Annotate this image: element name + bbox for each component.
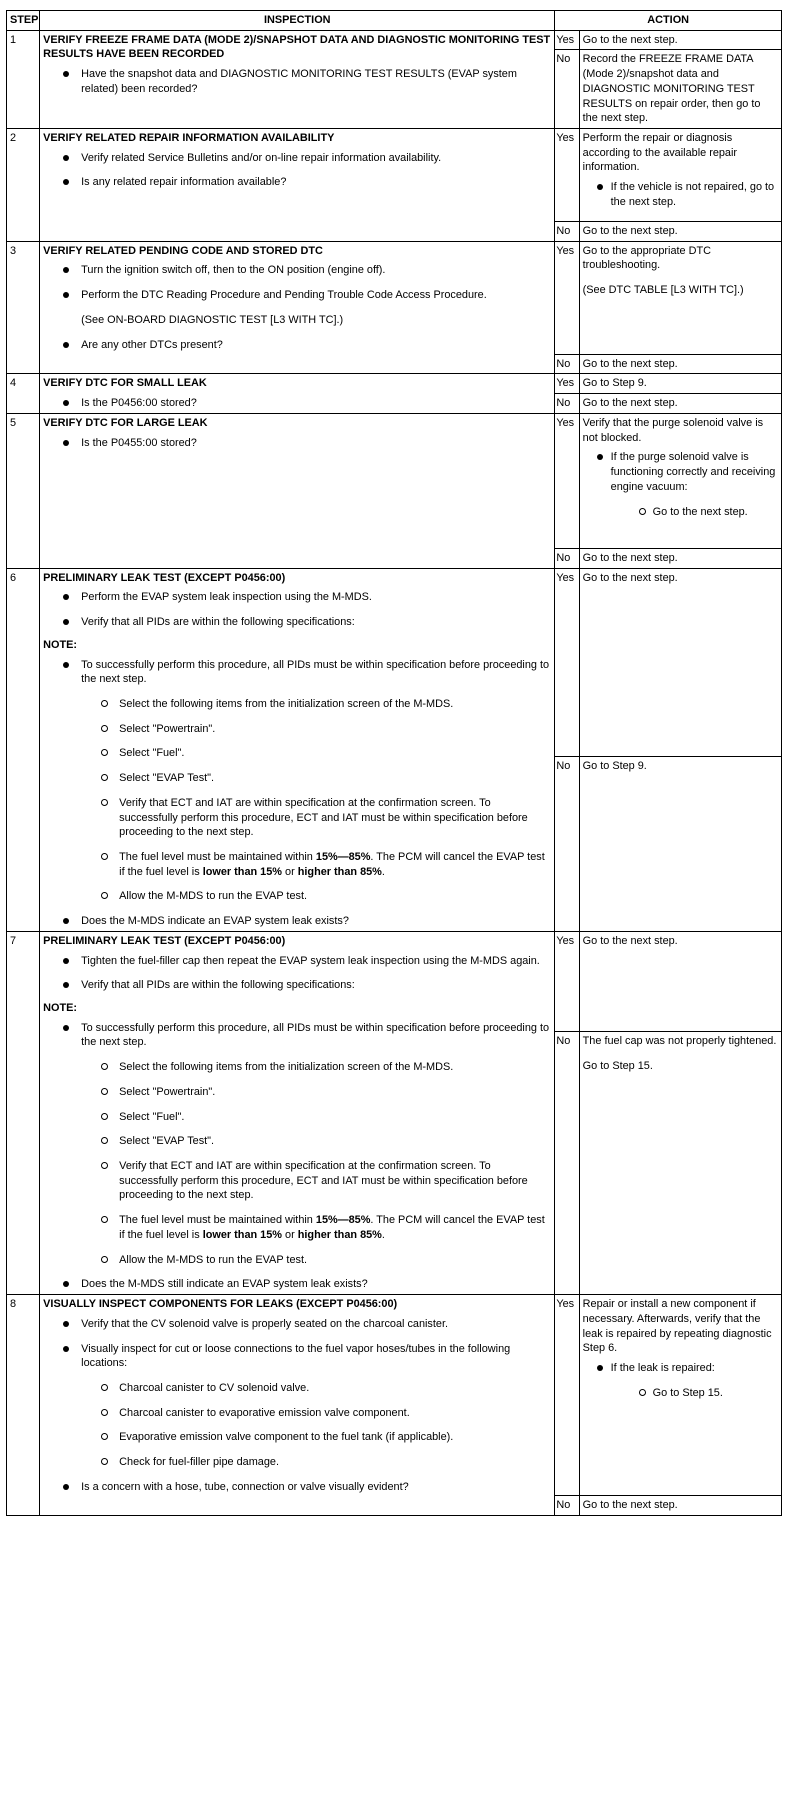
- sub-bullet: Select the following items from the initialization screen of the M-MDS.: [81, 1060, 551, 1075]
- step-inspection: [40, 30, 555, 128]
- sub-bullet: Verify that ECT and IAT are within specification at the confirmation screen. To successfully perform this procedure, ECT and IAT must be within specification before proceeding to the next step.: [81, 796, 551, 840]
- see-reference: (See DTC TABLE [L3 WITH TC].): [582, 284, 744, 297]
- sub-bullet: Charcoal canister to evaporative emission valve component.: [81, 1406, 551, 1421]
- action-bullet: [583, 450, 778, 519]
- no-label: No: [555, 1031, 579, 1294]
- yes-label: Yes: [555, 413, 579, 548]
- step-inspection: [40, 568, 555, 931]
- inspection-bullet: Verify that the CV solenoid valve is properly seated on the charcoal canister.: [43, 1317, 551, 1332]
- inspection-bullet: Is the P0455:00 stored?: [43, 436, 551, 451]
- bullet-text: If the purge solenoid valve is functioning correctly and receiving engine vacuum:: [610, 451, 776, 493]
- inspection-bullet: Is the P0456:00 stored?: [43, 396, 551, 411]
- text: or: [282, 865, 298, 878]
- fuel-level-bullet: [81, 850, 551, 879]
- no-label: No: [555, 354, 579, 374]
- bullet-text: If the leak is repaired:: [610, 1361, 715, 1374]
- inspection-bullet: Does the M-MDS indicate an EVAP system leak exists?: [43, 914, 551, 929]
- sub-bullet: Select the following items from the initialization screen of the M-MDS.: [81, 697, 551, 712]
- fuel-high: higher than 85%: [297, 865, 382, 878]
- sub-bullet: Select "Fuel".: [81, 1110, 551, 1125]
- step-inspection: [40, 413, 555, 568]
- sub-bullet: Allow the M-MDS to run the EVAP test.: [81, 1253, 551, 1268]
- step-number: 2: [7, 129, 40, 242]
- sub-bullet: Evaporative emission valve component to the fuel tank (if applicable).: [81, 1430, 551, 1445]
- sub-bullet: Select "EVAP Test".: [81, 771, 551, 786]
- no-action: Go to the next step.: [579, 394, 781, 414]
- step-number: 3: [7, 241, 40, 374]
- step-1-yes-row: [7, 30, 782, 50]
- inspection-bullet: Have the snapshot data and DIAGNOSTIC MONITORING TEST RESULTS (EVAP system related) been recorded?: [43, 67, 551, 96]
- step-number: 7: [7, 931, 40, 1294]
- yes-action: Go to the next step.: [579, 30, 781, 50]
- yes-action: [579, 129, 781, 222]
- bullet-text: To successfully perform this procedure, all PIDs must be within specification before proceeding to the next step.: [81, 658, 550, 686]
- inspection-bullet: Tighten the fuel-filler cap then repeat the EVAP system leak inspection using the M-MDS again.: [43, 954, 551, 969]
- step-number: 1: [7, 30, 40, 128]
- text: . The PCM will cancel the EVAP test if the fuel level is: [119, 1214, 545, 1241]
- step-title: PRELIMINARY LEAK TEST (EXCEPT P0456:00): [43, 934, 286, 947]
- step-6-yes-row: [7, 568, 782, 756]
- step-number: 5: [7, 413, 40, 568]
- text: The fuel level must be maintained within: [119, 850, 316, 863]
- step-number: 8: [7, 1295, 40, 1516]
- note-bullet: [43, 1021, 551, 1268]
- inspection-bullet: Verify related Service Bulletins and/or on-line repair information availability.: [43, 151, 551, 166]
- sub-bullet: Verify that ECT and IAT are within specification at the confirmation screen. To successfully perform this procedure, ECT and IAT must be within specification before proceeding to the next step.: [81, 1159, 551, 1203]
- inspection-bullet: Does the M-MDS still indicate an EVAP system leak exists?: [43, 1277, 551, 1292]
- no-action: Go to the next step.: [579, 1496, 781, 1516]
- inspection-bullet: Verify that all PIDs are within the following specifications:: [43, 615, 551, 630]
- step-3-yes-row: [7, 241, 782, 354]
- header-action: ACTION: [555, 11, 782, 31]
- action-text: Go to the appropriate DTC troubleshooting.: [582, 244, 711, 272]
- step-7-yes-row: [7, 931, 782, 1031]
- bullet-text: To successfully perform this procedure, all PIDs must be within specification before proceeding to the next step.: [81, 1021, 550, 1049]
- inspection-bullet: Is a concern with a hose, tube, connection or valve visually evident?: [43, 1480, 551, 1495]
- inspection-bullet: [43, 1342, 551, 1470]
- text: . The PCM will cancel the EVAP test if the fuel level is: [119, 850, 545, 878]
- yes-action: [579, 413, 781, 548]
- header-inspection: INSPECTION: [40, 11, 555, 31]
- fuel-range: 15%—85%: [315, 1214, 371, 1227]
- yes-action: Go to the next step.: [579, 568, 781, 756]
- yes-label: Yes: [555, 241, 579, 354]
- no-label: No: [555, 394, 579, 414]
- inspection-bullet: Is any related repair information available?: [43, 175, 551, 190]
- step-inspection: [40, 1295, 555, 1516]
- yes-label: Yes: [555, 30, 579, 50]
- sub-bullet: Charcoal canister to CV solenoid valve.: [81, 1381, 551, 1396]
- step-2-yes-row: [7, 129, 782, 222]
- step-title: VERIFY DTC FOR SMALL LEAK: [43, 377, 207, 390]
- yes-label: Yes: [555, 931, 579, 1031]
- step-4-yes-row: [7, 374, 782, 394]
- sub-bullet: Allow the M-MDS to run the EVAP test.: [81, 889, 551, 904]
- note-label: NOTE:: [43, 638, 78, 651]
- bullet-text: Perform the DTC Reading Procedure and Pending Trouble Code Access Procedure.: [81, 289, 487, 302]
- bullet-text: Visually inspect for cut or loose connections to the fuel vapor hoses/tubes in the following locations:: [81, 1342, 511, 1370]
- fuel-high: higher than 85%: [297, 1228, 382, 1241]
- fuel-range: 15%—85%: [315, 850, 371, 863]
- step-title: VERIFY FREEZE FRAME DATA (MODE 2)/SNAPSHOT DATA AND DIAGNOSTIC MONITORING TEST RESULTS HAVE BEEN RECORDED: [43, 33, 551, 61]
- text: .: [381, 1228, 385, 1241]
- header-step: STEP: [7, 11, 40, 31]
- no-label: No: [555, 756, 579, 931]
- action-text: Perform the repair or diagnosis according to the available repair information.: [582, 132, 738, 174]
- no-action: Record the FREEZE FRAME DATA (Mode 2)/snapshot data and DIAGNOSTIC MONITORING TEST RESULTS on repair order, then go to the next step.: [579, 50, 781, 129]
- inspection-bullet: Verify that all PIDs are within the following specifications:: [43, 978, 551, 993]
- step-title: VISUALLY INSPECT COMPONENTS FOR LEAKS (EXCEPT P0456:00): [43, 1298, 398, 1311]
- text: or: [282, 1228, 298, 1241]
- step-title: VERIFY DTC FOR LARGE LEAK: [43, 416, 208, 429]
- action-text: Repair or install a new component if necessary. Afterwards, verify that the leak is repaired by repeating diagnostic Step 6.: [582, 1298, 772, 1355]
- note-label: NOTE:: [43, 1002, 78, 1014]
- step-5-yes-row: [7, 413, 782, 548]
- action-sub-bullet: Go to the next step.: [611, 505, 778, 520]
- yes-action: Go to Step 9.: [579, 374, 781, 394]
- yes-label: Yes: [555, 568, 579, 756]
- action-text: The fuel cap was not properly tightened.: [582, 1034, 777, 1047]
- no-action: Go to the next step.: [579, 548, 781, 568]
- sub-bullet: Select "Fuel".: [81, 746, 551, 761]
- yes-action: [579, 241, 781, 354]
- sub-bullet: Select "EVAP Test".: [81, 1134, 551, 1149]
- see-reference: (See ON-BOARD DIAGNOSTIC TEST [L3 WITH TC].): [81, 313, 344, 326]
- fuel-level-bullet: [81, 1213, 551, 1242]
- no-label: No: [555, 1496, 579, 1516]
- yes-action: [579, 1295, 781, 1496]
- inspection-bullet: [43, 288, 551, 327]
- yes-label: Yes: [555, 129, 579, 222]
- no-action: Go to the next step.: [579, 354, 781, 374]
- action-text: Verify that the purge solenoid valve is not blocked.: [582, 416, 764, 444]
- diagnostic-table: [6, 10, 782, 1516]
- step-inspection: [40, 129, 555, 242]
- step-title: VERIFY RELATED REPAIR INFORMATION AVAILABILITY: [43, 132, 335, 145]
- no-action: Go to the next step.: [579, 222, 781, 242]
- step-inspection: [40, 241, 555, 374]
- action-sub-bullet: Go to Step 15.: [611, 1386, 778, 1401]
- sub-bullet: Select "Powertrain".: [81, 722, 551, 737]
- step-title: PRELIMINARY LEAK TEST (EXCEPT P0456:00): [43, 571, 286, 584]
- inspection-bullet: Perform the EVAP system leak inspection using the M-MDS.: [43, 590, 551, 605]
- step-number: 4: [7, 374, 40, 413]
- action-bullet: [583, 1361, 778, 1400]
- no-label: No: [555, 222, 579, 242]
- step-8-yes-row: [7, 1295, 782, 1496]
- inspection-bullet: Are any other DTCs present?: [43, 338, 551, 353]
- yes-label: Yes: [555, 374, 579, 394]
- inspection-bullet: Turn the ignition switch off, then to the ON position (engine off).: [43, 263, 551, 278]
- text: The fuel level must be maintained within: [119, 1214, 316, 1227]
- sub-bullet: Check for fuel-filler pipe damage.: [81, 1455, 551, 1470]
- no-action: [579, 1031, 781, 1294]
- yes-action: Go to the next step.: [579, 931, 781, 1031]
- step-number: 6: [7, 568, 40, 931]
- note-bullet: [43, 658, 551, 905]
- no-label: No: [555, 50, 579, 129]
- step-title: VERIFY RELATED PENDING CODE AND STORED DTC: [43, 244, 323, 257]
- step-inspection: [40, 374, 555, 413]
- action-bullet: If the vehicle is not repaired, go to the next step.: [583, 180, 778, 209]
- no-label: No: [555, 548, 579, 568]
- sub-bullet: Select "Powertrain".: [81, 1085, 551, 1100]
- fuel-low: lower than 15%: [202, 1228, 282, 1241]
- yes-label: Yes: [555, 1295, 579, 1496]
- fuel-low: lower than 15%: [202, 865, 282, 878]
- header-row: [7, 11, 782, 31]
- action-text: Go to Step 15.: [582, 1059, 653, 1072]
- step-inspection: [40, 931, 555, 1294]
- no-action: Go to Step 9.: [579, 756, 781, 931]
- text: .: [381, 865, 385, 878]
